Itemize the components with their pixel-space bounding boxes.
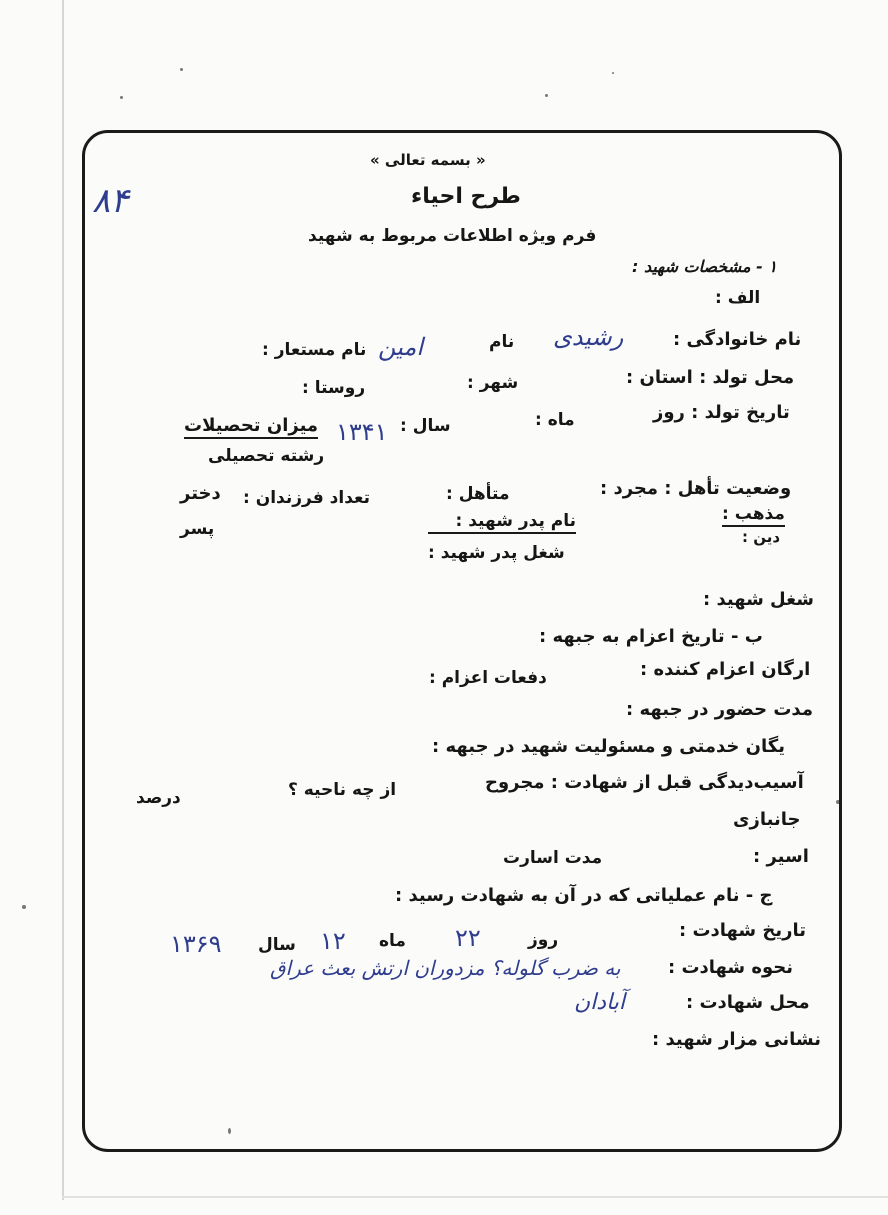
martyrdom-month-value: ۱۲	[320, 927, 346, 955]
married-label: متأهل :	[446, 484, 510, 504]
scan-speck	[545, 94, 548, 97]
children-count-label: تعداد فرزندان :	[243, 488, 371, 508]
month-label: ماه :	[535, 410, 575, 430]
first-name-value: امین	[378, 333, 424, 361]
scan-speck	[120, 96, 123, 99]
religion-label: مذهب :	[722, 506, 785, 527]
page-number: ۸۴	[92, 181, 129, 221]
martyrdom-month-label: ماه	[379, 931, 406, 951]
family-name-label: نام خانوادگی :	[673, 329, 802, 350]
scan-speck	[180, 68, 183, 71]
martyr-job-label: شغل شهید :	[703, 589, 814, 610]
scan-speck	[22, 905, 26, 909]
captive-label: اسیر :	[753, 846, 809, 867]
faith-label: دین :	[742, 528, 781, 546]
alias-label: نام مستعار :	[262, 340, 367, 360]
year-label: سال :	[400, 416, 451, 436]
deploy-date-label: ب - تاریخ اعزام به جبهه :	[539, 626, 763, 647]
marital-status-label: وضعیت تأهل : مجرد :	[600, 478, 792, 499]
unit-label: یگان خدمتی و مسئولیت شهید در جبهه :	[432, 736, 785, 757]
injury-label: آسیب‌دیدگی قبل از شهادت : مجروح	[485, 772, 804, 793]
daughter-label: دختر	[180, 483, 221, 504]
first-name-label: نام	[489, 332, 515, 352]
martyrdom-day-label: روز	[528, 930, 559, 950]
field-of-study-label: رشته تحصیلی	[208, 446, 325, 466]
place-value: آبادان	[574, 990, 626, 1015]
martyrdom-year-label: سال	[258, 935, 296, 955]
scan-speck	[612, 72, 614, 74]
father-job-label: شغل پدر شهید :	[428, 543, 565, 563]
birthplace-label: محل تولد : استان :	[626, 367, 795, 388]
form-title: طرح احیاء	[411, 184, 521, 209]
martyrdom-day-value: ۲۲	[455, 924, 481, 952]
which-area-label: از چه ناحیه ؟	[288, 780, 397, 800]
martyrdom-year-value: ۱۳۶۹	[170, 930, 222, 958]
paper-edge	[62, 0, 64, 1200]
father-name-label: نام پدر شهید :	[428, 513, 576, 534]
birthdate-label: تاریخ تولد : روز	[653, 402, 790, 423]
manner-label: نحوه شهادت :	[668, 957, 794, 978]
place-label: محل شهادت :	[686, 992, 810, 1013]
paper-edge-bottom	[62, 1196, 888, 1198]
son-label: پسر	[180, 519, 215, 539]
front-duration-label: مدت حضور در جبهه :	[626, 699, 813, 720]
deploy-count-label: دفعات اعزام :	[429, 668, 547, 688]
family-name-value: رشیدی	[553, 323, 624, 351]
form-subtitle: فرم ویژه اطلاعات مربوط به شهید	[308, 226, 597, 246]
basmala: « بسمه تعالی »	[370, 151, 486, 169]
part-a-label: الف :	[715, 288, 761, 308]
section-heading: ۱ - مشخصات شهید :	[632, 257, 777, 276]
city-label: شهر :	[467, 373, 519, 393]
manner-value: به ضرب گلوله؟ مزدوران ارتش بعث عراق	[270, 956, 621, 980]
captivity-duration-label: مدت اسارت	[503, 848, 603, 868]
birth-year-value: ۱۳۴۱	[336, 418, 388, 446]
grave-address-label: نشانی مزار شهید :	[652, 1029, 822, 1050]
martyrdom-date-label: تاریخ شهادت :	[679, 920, 807, 941]
education-level-label: میزان تحصیلات	[184, 417, 318, 439]
village-label: روستا :	[302, 378, 366, 398]
percent-label: درصد	[136, 788, 181, 808]
deploying-org-label: ارگان اعزام کننده :	[640, 659, 811, 680]
disability-label: جانبازی	[733, 809, 801, 830]
operation-label: ج - نام عملیاتی که در آن به شهادت رسید :	[395, 885, 773, 906]
